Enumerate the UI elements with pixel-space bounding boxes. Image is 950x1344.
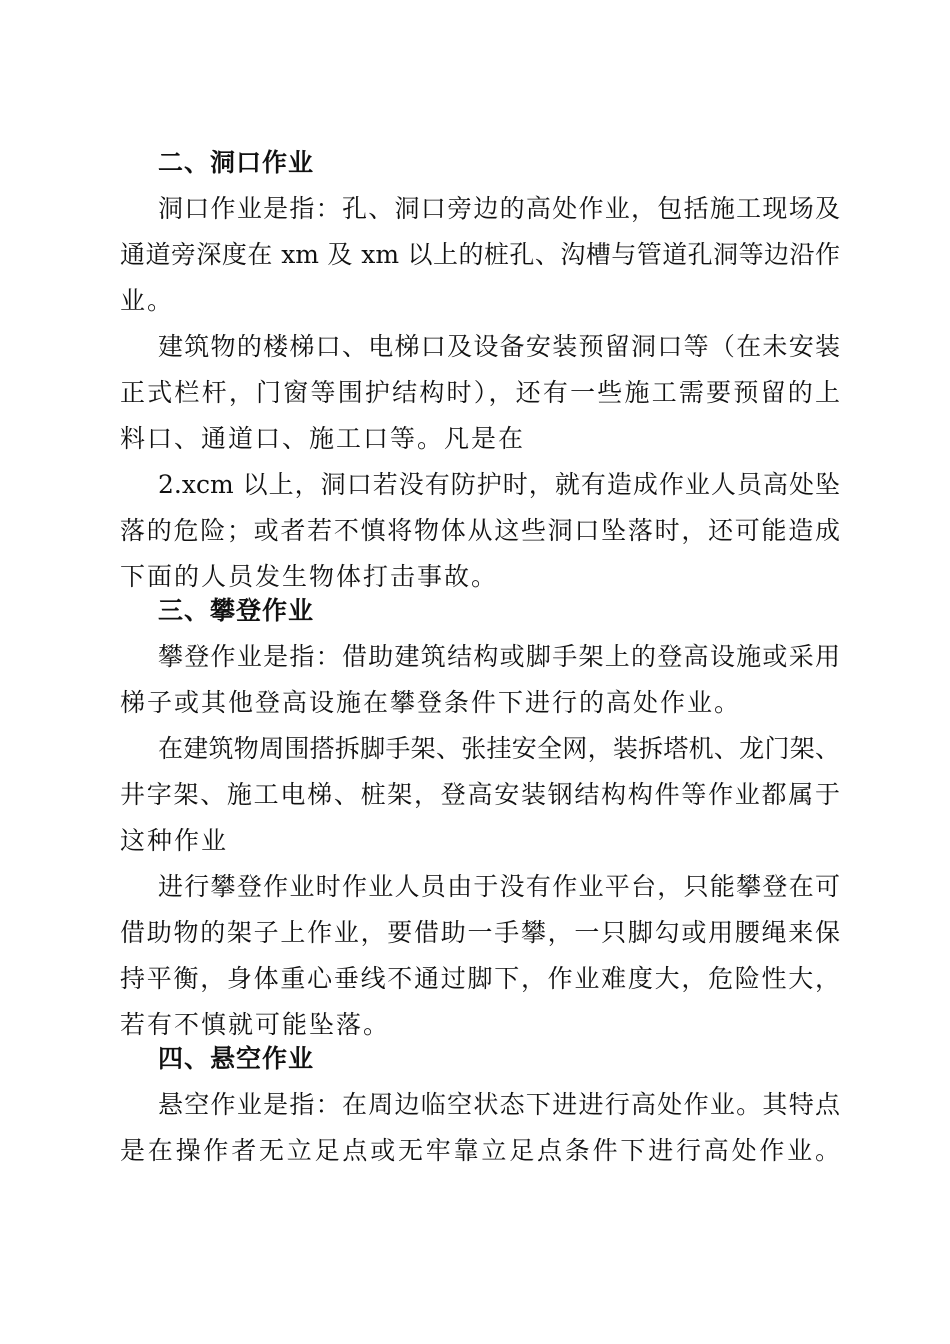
paragraph-line: 悬空作业是指：在周边临空状态下进进行高处作业。其特点	[158, 1090, 840, 1119]
paragraph-line: 梯子或其他登高设施在攀登条件下进行的高处作业。	[120, 688, 742, 717]
paragraph-line: 是在操作者无立足点或无牢靠立足点条件下进行高处作业。	[120, 1136, 840, 1165]
paragraph-line: 料口、通道口、施工口等。凡是在	[120, 424, 526, 453]
paragraph-line: 业。	[120, 286, 175, 315]
paragraph-line: 借助物的架子上作业，要借助一手攀，一只脚勾或用腰绳来保	[120, 918, 840, 947]
paragraph-line: 井字架、施工电梯、桩架，登高安装钢结构构件等作业都属于	[120, 780, 840, 809]
paragraph-line: 洞口作业是指：孔、洞口旁边的高处作业，包括施工现场及	[158, 194, 840, 223]
section-heading-hole-work: 二、洞口作业	[158, 148, 315, 177]
paragraph-line: 建筑物的楼梯口、电梯口及设备安装预留洞口等（在未安装	[158, 332, 840, 361]
paragraph-line: 进行攀登作业时作业人员由于没有作业平台，只能攀登在可	[158, 872, 840, 901]
paragraph-line: 攀登作业是指：借助建筑结构或脚手架上的登高设施或采用	[158, 642, 840, 671]
paragraph-line: 通道旁深度在 xm 及 xm 以上的桩孔、沟槽与管道孔洞等边沿作	[120, 240, 840, 269]
section-heading-climbing-work: 三、攀登作业	[158, 596, 315, 625]
paragraph-line: 这种作业	[120, 826, 229, 855]
section-heading-suspended-work: 四、悬空作业	[158, 1044, 315, 1073]
paragraph-line: 下面的人员发生物体打击事故。	[120, 562, 499, 591]
paragraph-line: 2.xcm 以上，洞口若没有防护时，就有造成作业人员高处坠	[158, 470, 840, 499]
paragraph-line: 落的危险；或者若不慎将物体从这些洞口坠落时，还可能造成	[120, 516, 840, 545]
paragraph-line: 若有不慎就可能坠落。	[120, 1010, 391, 1039]
paragraph-line: 在建筑物周围搭拆脚手架、张挂安全网，装拆塔机、龙门架、	[158, 734, 840, 763]
paragraph-line: 正式栏杆，门窗等围护结构时），还有一些施工需要预留的上	[120, 378, 840, 407]
paragraph-line: 持平衡，身体重心垂线不通过脚下，作业难度大，危险性大，	[120, 964, 840, 993]
